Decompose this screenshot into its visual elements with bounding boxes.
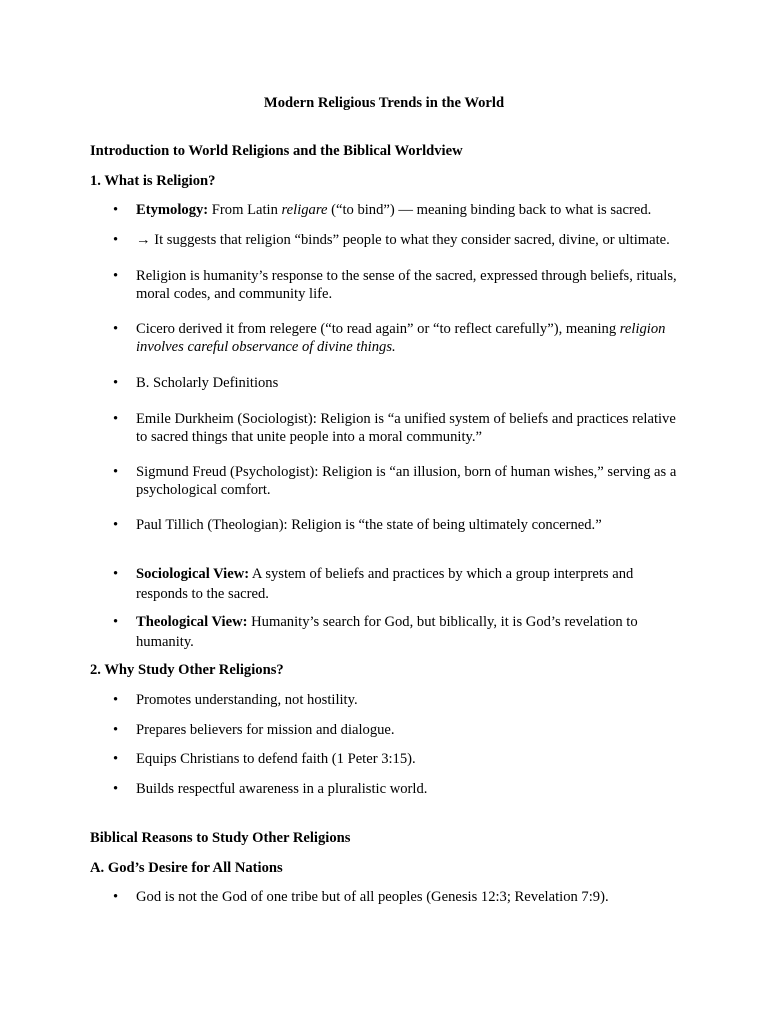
etymology-label: Etymology:: [136, 202, 209, 218]
bullet: •: [113, 232, 119, 248]
etymology-term: religare: [281, 202, 328, 218]
list-item-cicero: [113, 320, 681, 356]
list-item: [113, 691, 681, 709]
list-item: [113, 780, 681, 798]
intro-heading: Introduction to World Religions and the Biblical Worldview: [90, 143, 463, 159]
list-item-durkheim: [113, 410, 681, 446]
sociological-text: A system of beliefs and practices by which a group interprets and responds to the sacred.: [136, 566, 634, 602]
bullet: •: [113, 614, 119, 630]
list-item: [113, 888, 681, 906]
durkheim-text: Emile Durkheim (Sociologist): Religion is “a unified system of beliefs and practices relative to sacred things that unite people into a moral community.”: [136, 411, 676, 445]
biblical-reasons-heading: Biblical Reasons to Study Other Religions: [90, 830, 351, 846]
cicero-text: Cicero derived it from relegere (“to read again” or “to reflect carefully”), meaning: [136, 321, 620, 337]
bullet: •: [113, 751, 119, 767]
list-item-arrow: [113, 231, 681, 249]
bullet: •: [113, 722, 119, 738]
bullet: •: [113, 781, 119, 797]
list-item-text: Promotes understanding, not hostility.: [136, 692, 358, 708]
bullet: •: [113, 268, 119, 284]
bullet: •: [113, 321, 119, 337]
arrow-text: It suggests that religion “binds” people to what they consider sacred, divine, or ultimate.: [150, 232, 670, 248]
bullet: •: [113, 566, 119, 582]
list-item-tillich: [113, 516, 681, 534]
bullet: •: [113, 411, 119, 427]
scholarly-text: B. Scholarly Definitions: [136, 375, 279, 391]
list-item-text: God is not the God of one tribe but of all peoples (Genesis 12:3; Revelation 7:9).: [136, 889, 609, 905]
list-item-text: Prepares believers for mission and dialogue.: [136, 722, 395, 738]
bullet: •: [113, 692, 119, 708]
list-item-response: [113, 267, 681, 303]
bullet: •: [113, 464, 119, 480]
section-2-heading: 2. Why Study Other Religions?: [90, 662, 284, 678]
list-item: [113, 750, 681, 768]
list-item-text: Equips Christians to defend faith (1 Peter 3:15).: [136, 751, 416, 767]
response-text: Religion is humanity’s response to the sense of the sacred, expressed through beliefs, rituals, moral codes, and community life.: [136, 268, 677, 302]
sociological-label: Sociological View:: [136, 566, 250, 582]
list-item: [113, 721, 681, 739]
list-item-theological: [113, 612, 681, 652]
theological-label: Theological View:: [136, 614, 248, 630]
list-item-sociological: [113, 564, 681, 604]
etymology-pre: From Latin: [208, 202, 282, 218]
freud-text: Sigmund Freud (Psychologist): Religion is “an illusion, born of human wishes,” serving as a psychological comfort.: [136, 464, 677, 498]
bullet: •: [113, 202, 119, 218]
section-a-heading: A. God’s Desire for All Nations: [90, 860, 283, 876]
list-item-scholarly: [113, 374, 681, 392]
etymology-post: (“to bind”) — meaning binding back to what is sacred.: [327, 202, 652, 218]
list-item-freud: [113, 463, 681, 499]
list-item-etymology: [113, 201, 681, 219]
cicero-emphasis: religion involves careful observance of divine things.: [136, 321, 666, 355]
bullet: •: [113, 517, 119, 533]
arrow-icon: →: [136, 232, 151, 248]
theological-text: Humanity’s search for God, but biblically, it is God’s revelation to humanity.: [136, 614, 638, 650]
section-1-heading: 1. What is Religion?: [90, 173, 216, 189]
bullet: •: [113, 375, 119, 391]
document-title: Modern Religious Trends in the World: [263, 95, 505, 111]
list-item-text: Builds respectful awareness in a pluralistic world.: [136, 781, 428, 797]
tillich-text: Paul Tillich (Theologian): Religion is “the state of being ultimately concerned.”: [136, 517, 602, 533]
bullet: •: [113, 889, 119, 905]
